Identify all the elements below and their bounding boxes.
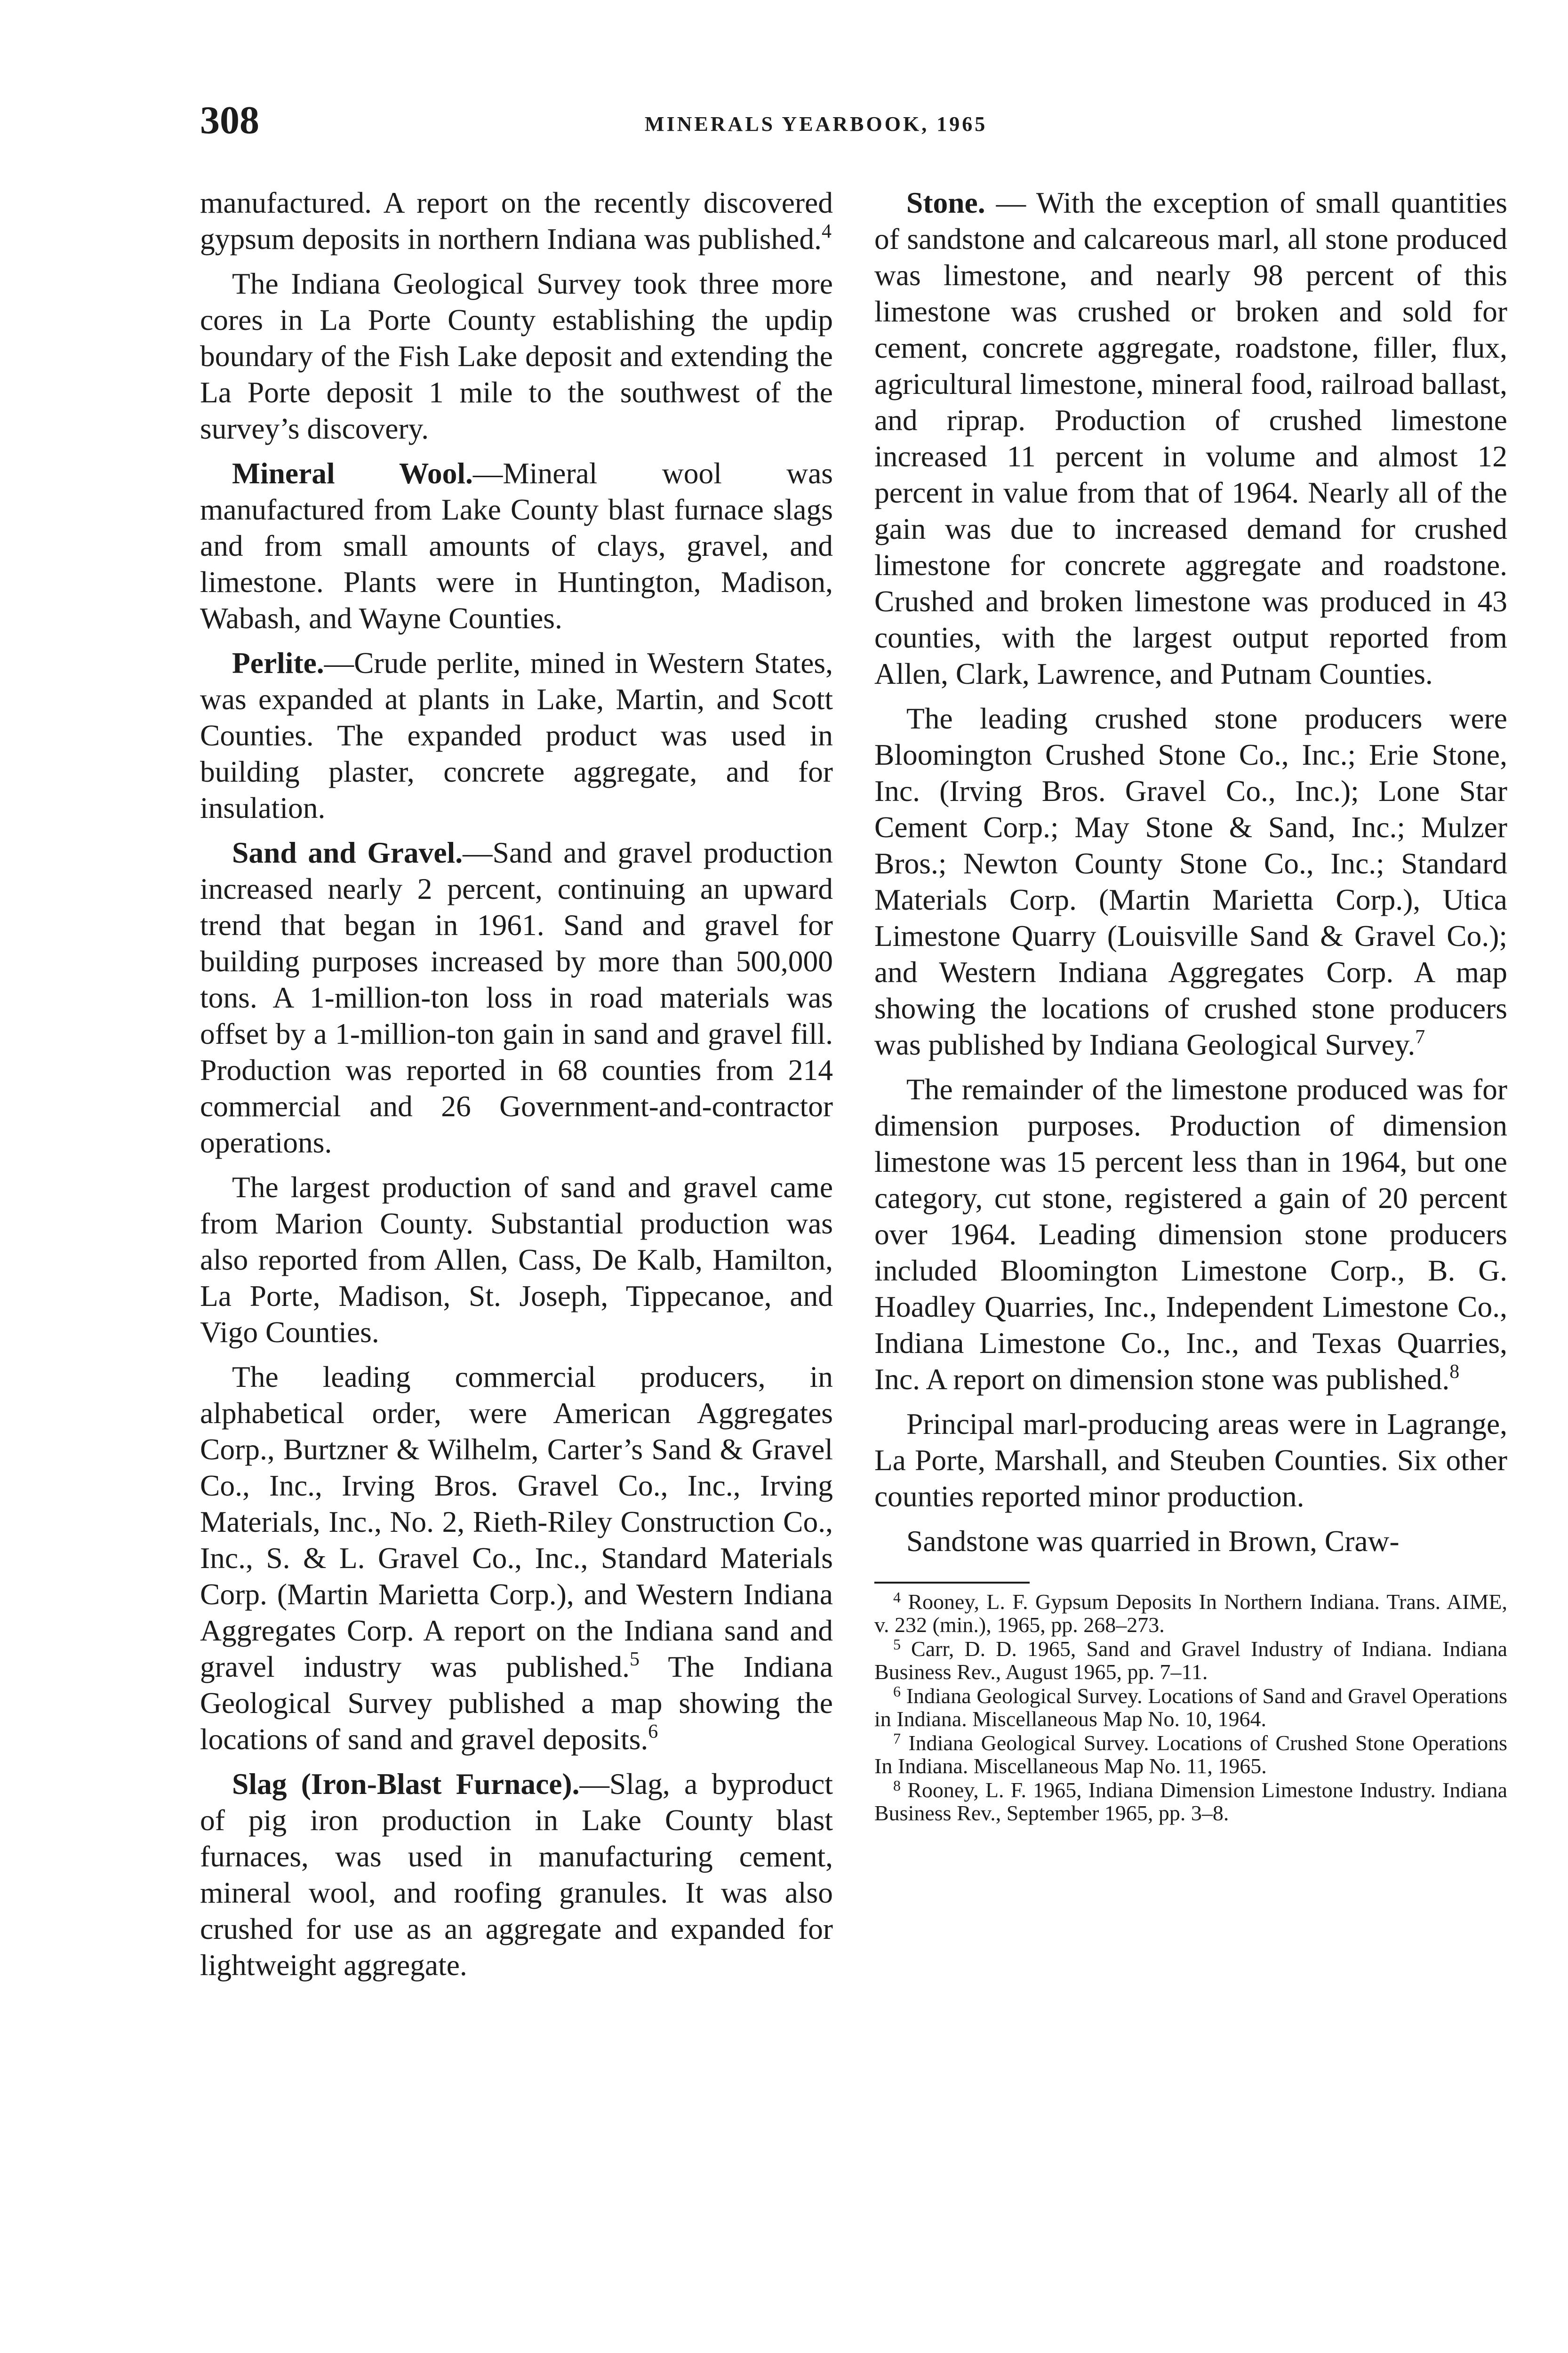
paragraph-sandstone (874, 1523, 1507, 1559)
footnote-reference: 6 (648, 1721, 658, 1743)
paragraph-stone (874, 184, 1507, 692)
paragraph-perlite (200, 645, 833, 826)
footnote-reference: 8 (1449, 1361, 1460, 1383)
footnote-mark: 8 (893, 1777, 901, 1794)
paragraph-text: The Indiana Geological Survey took three more cores in La Porte County establishing the updip boundary of the Fish Lake deposit and extending the La Porte deposit 1 mile to the southwest of the survey’s discovery. (200, 267, 833, 445)
footnote-7 (874, 1731, 1507, 1777)
paragraph-sand-gravel-counties (200, 1169, 833, 1350)
paragraph-crushed-stone-producers (874, 700, 1507, 1063)
paragraph-text: —Sand and gravel production increased nearly 2 percent, continuing an upward trend that began in 1961. Sand and gravel for building purposes increased by more than 500,000 tons. A 1-million-ton loss in road materials was offset by a 1-million-ton gain in sand and gravel fill. Production was reported in 68 counties from 214 commercial and 26 Government-and-contractor operations. (200, 836, 833, 1159)
paragraph-text: The Indiana Geological Survey published a map showing the locations of sand and gravel deposits. (200, 1650, 833, 1756)
paragraph-text: —Mineral wool was manufactured from Lake County blast furnace slags and from small amounts of clays, gravel, and limestone. Plants were in Huntington, Madison, Wabash, and Wayne Counties. (200, 456, 833, 635)
footnote-5 (874, 1637, 1507, 1683)
footnote-mark: 7 (893, 1730, 901, 1747)
footnote-text: Rooney, L. F. Gypsum Deposits In Northern Indiana. Trans. AIME, v. 232 (min.), 1965, pp. 268–273. (874, 1590, 1507, 1637)
paragraph-text: The remainder of the limestone produced was for dimension purposes. Production of dimension limestone was 15 percent less than in 1964, but one category, cut stone, registered a gain of 20 percent over 1964. Leading dimension stone producers included Bloomington Limestone Corp., B. G. Hoadley Quarries, Inc., Independent Limestone Co., Indiana Limestone Co., Inc., and Texas Quarries, Inc. A report on dimension stone was published. (874, 1072, 1507, 1396)
footnote-mark: 6 (893, 1683, 901, 1700)
footnote-divider (874, 1582, 1030, 1584)
footnotes (874, 1582, 1507, 1825)
paragraph-sand-gravel-producers (200, 1359, 833, 1757)
footnote-8 (874, 1778, 1507, 1825)
paragraph-gypsum-continued (200, 184, 833, 257)
paragraph-slag (200, 1766, 833, 1983)
section-heading-mineral-wool: Mineral Wool. (232, 456, 473, 490)
footnote-text: Carr, D. D. 1965, Sand and Gravel Industry of Indiana. Indiana Business Rev., August 1965, pp. 7–11. (874, 1637, 1508, 1684)
paragraph-text: Sandstone was quarried in Brown, Craw- (906, 1524, 1400, 1558)
paragraph-text: — With the exception of small quantities of sandstone and calcareous marl, all stone produced was limestone, and nearly 98 percent of this limestone was crushed or broken and sold for cement, concrete aggregate, roadstone, filler, flux, agricultural limestone, mineral food, railroad ballast, and riprap. Production of crushed limestone increased 11 percent in volume and almost 12 percent in value from that of 1964. Nearly all of the gain was due to increased demand for crushed limestone for concrete aggregate and roadstone. Crushed and broken limestone was produced in 43 counties, with the largest output reported from Allen, Clark, Lawrence, and Putnam Counties. (874, 186, 1507, 690)
paragraph-mineral-wool (200, 455, 833, 636)
paragraph-text: Principal marl-producing areas were in Lagrange, La Porte, Marshall, and Steuben Counties. Six other counties reported minor production. (874, 1407, 1507, 1513)
paragraph-dimension-limestone (874, 1071, 1507, 1397)
section-heading-sand-gravel: Sand and Gravel. (232, 836, 463, 869)
footnote-mark: 5 (893, 1636, 901, 1653)
footnote-text: Indiana Geological Survey. Locations of Crushed Stone Operations In Indiana. Miscellaneous Map No. 11, 1965. (874, 1731, 1507, 1778)
footnote-4 (874, 1590, 1507, 1636)
paragraph-text: The largest production of sand and gravel came from Marion County. Substantial production was also reported from Allen, Cass, De Kalb, Hamilton, La Porte, Madison, St. Joseph, Tippecanoe, and Vigo Counties. (200, 1170, 833, 1349)
footnote-reference: 7 (1415, 1026, 1425, 1048)
left-column (200, 184, 833, 1992)
footnote-reference: 4 (821, 221, 832, 242)
paragraph-marl (874, 1406, 1507, 1514)
paragraph-text: The leading crushed stone producers were Bloomington Crushed Stone Co., Inc.; Erie Stone, Inc. (Irving Bros. Gravel Co., Inc.); Lone Star Cement Corp.; May Stone & Sand, Inc.; Mulzer Bros.; Newton County Stone Co., Inc.; Standard Materials Corp. (Martin Marietta Corp.), Utica Limestone Quarry (Louisville Sand & Gravel Co.); and Western Indiana Aggregates Corp. A map showing the locations of crushed stone producers was published by Indiana Geological Survey. (874, 702, 1507, 1061)
section-heading-perlite: Perlite. (232, 646, 324, 680)
running-title: MINERALS YEARBOOK, 1965 (645, 112, 988, 136)
section-heading-stone: Stone. (906, 186, 985, 219)
right-column (874, 184, 1507, 1825)
footnote-text: Indiana Geological Survey. Locations of Sand and Gravel Operations in Indiana. Miscellaneous Map No. 10, 1964. (874, 1684, 1507, 1731)
page-number: 308 (200, 98, 259, 142)
section-heading-slag: Slag (Iron-Blast Furnace). (232, 1767, 580, 1801)
paragraph-text: The leading commercial producers, in alphabetical order, were American Aggregates Corp., Burtzner & Wilhelm, Carter’s Sand & Gravel Co., Inc., Irving Bros. Gravel Co., Inc., Irving Materials, Inc., No. 2, Rieth-Riley Construction Co., Inc., S. & L. Gravel Co., Inc., Standard Materials Corp. (Martin Marietta Corp.), and Western Indiana Aggregates Corp. A report on the Indiana sand and gravel industry was published. (200, 1360, 833, 1683)
paragraph-text: manufactured. A report on the recently discovered gypsum deposits in northern Indiana was published. (200, 186, 833, 256)
paragraph-text: —Crude perlite, mined in Western States, was expanded at plants in Lake, Martin, and Scott Counties. The expanded product was used in building plaster, concrete aggregate, and for insulation. (200, 646, 833, 824)
footnote-text: Rooney, L. F. 1965, Indiana Dimension Limestone Industry. Indiana Business Rev., September 1965, pp. 3–8. (874, 1778, 1508, 1825)
paragraph-text: —Slag, a byproduct of pig iron production in Lake County blast furnaces, was used in manufacturing cement, mineral wool, and roofing granules. It was also crushed for use as an aggregate and expanded for lightweight aggregate. (200, 1767, 833, 1982)
footnote-mark: 4 (893, 1589, 901, 1606)
footnote-reference: 5 (629, 1649, 640, 1670)
paragraph-gypsum-cores (200, 265, 833, 447)
footnote-6 (874, 1684, 1507, 1730)
paragraph-sand-gravel (200, 834, 833, 1160)
